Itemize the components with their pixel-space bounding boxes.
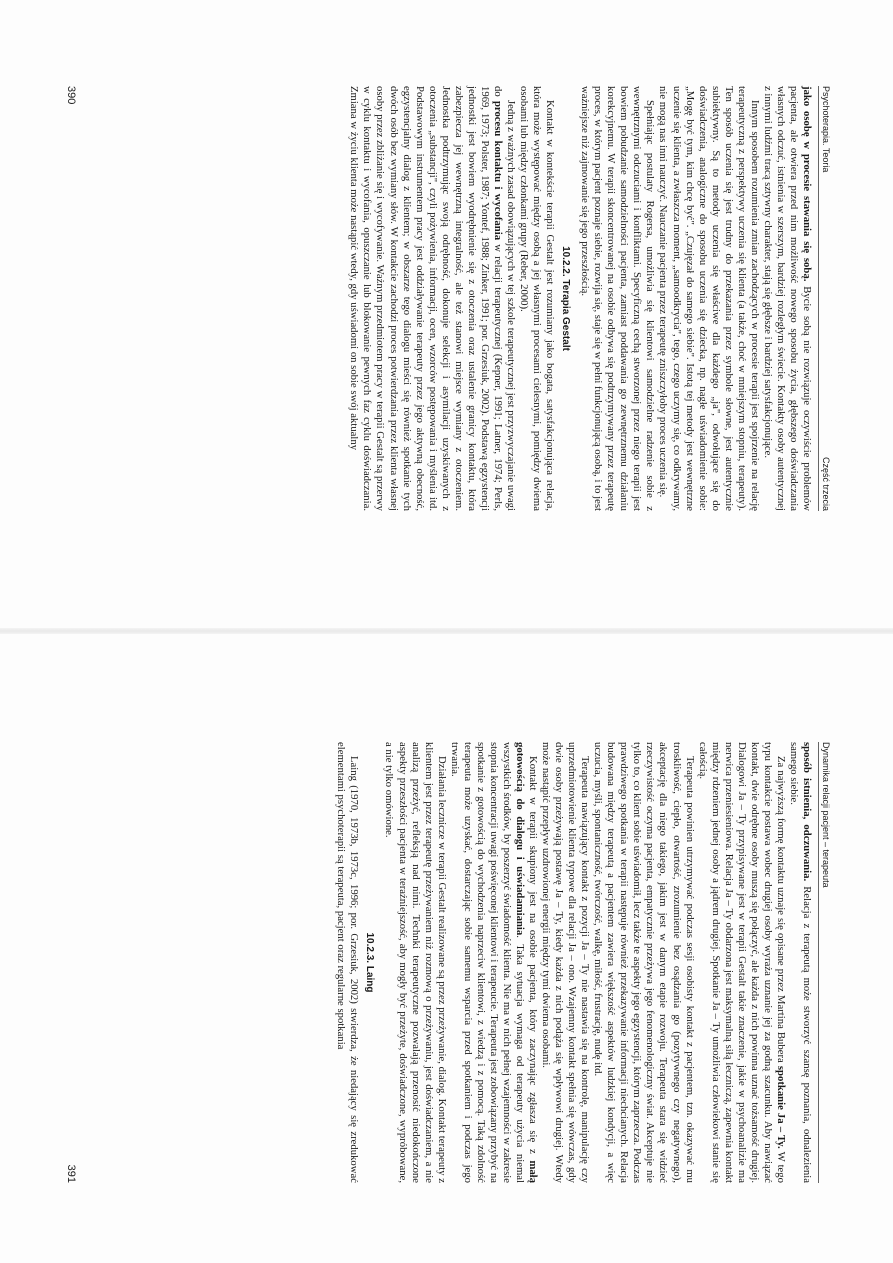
left-page [0,0,893,631]
paragraph [448,742,539,1183]
paragraph: Terapeuta nawiązujący kontakt z pozycji Ja – Ty nie nastawia się na kontrolę, manipulację czy uprzedmiotowienie klienta typowe dla relacji Ja – ono. Wzajemny kontakt spełnia się wówczas, gdy dwie osoby przeżywają postawę Ja – Ty, kiedy każda z nich podąża się wpływowi drugiej. Wtedy może nastąpić przepływ uzdrowionej energii między tymi dwiema osobami. [540,742,592,1183]
paragraph: Innym sposobem rozumienia zmian zachodzących w procesie terapii jest spojrzenie na relację terapeutyczną z perspektywy uczenia się klienta (a także, choć w mniejszym stopniu, terapeuty). Ten sposób uczenia się jest trudny do przekazania przez symbole słowne, jest autentycznie subiektywny. Są to metody uczenia się właściwe dla każdego „ja", odwołujące się do doświadczenia, analogiczne do sposobu uczenia się dziecka, np. nagłe uświadomienie sobie: „Mogę być tym, kim chcę być". „Czujęzał do samego siebie". Istotą tej metody jest wewnętrzne uczenie się klienta, a zwłaszcza moment, „samoodkrycia", tego, czego uczymy się, co odkrywamy, nie mogą nas inni nauczyć. Nauczanie pacjenta przez terapeutę zniszczyłoby proces uczenia się. [657,86,761,511]
paragraph-text: Bycie sobą nie rozwiązuje oczywiście problemów pacjenta, ale otwiera przed nim możliwość nowego sposobu życia, głębszego doświadczania własnych odczuć, istnienia w szerszym, bardziej rozległym świecie. Kontakty osoby autentycznej z innymi ludźmi tracą sztywny charakter, stają się głębsze i bardziej satysfakcjonujące. [761,86,813,512]
paragraph-text: Kontakt w terapii skupiony jest na osobie pacjenta, który zaczynając zgłasza się z [527,756,540,1161]
paragraph-text: W tego typu kontakcie postawa wobec drugiej osoby wyraża uznanie jej za godną szacunku. Aby nawiązać kontakt, dwie odrębne osoby muszą się połączyć, ale każda z nich powinna uznać tożsamość drugiej. Dialogowi Ja – Ty przypisywane jest w terapii Gestalt takie znaczenie, jakie w psychoanalizie ma nerwica przeniesieniowa. Relacja Ja – Ty obdarzona jest maksymalną siłą leczniczą, zapewnia kontakt między rdzeniem jednej osoby a jądrem drugiej. Spotkanie Ja – Ty umożliwia człowiekowi stanie się całością. [696,742,787,1183]
bold-phrase: małą gotowością do dialogu i uświadamiania [513,742,540,1183]
running-head-part: Część trzecia [821,456,831,511]
paragraph: Spełniając postulaty Rogersa, umożliwia się klientowi samodzielne radzenie sobie z wewnętrznymi odczuciami i konfliktami. Specyficzną cechą stworzonej przez niego terapii jest bowiem pobudzanie samodzielności pacjenta, zamiast poddawania go zewnętrznemu działaniu korekcyjnemu. W terapii skoncentrowanej na osobie odbywa się podtrzymywany przez terapeutę proces, w którym pacjent poznaje siebie, rozwija się, staje się w pełni funkcjonującą osobą, i to jest ważniejsze niż zajmowanie się jego przeszłością. [579,86,657,511]
paragraph [787,742,813,1183]
running-head [818,86,835,511]
paragraph: Terapeuta powinien utrzymywać podczas sesji osobisty kontakt z pacjentem, tzn. okazywać mu troskliwość, ciepło, otwartość, zrozumienie bez osądzania go (pozytywnego czy negatywnego), akceptację dla niego takiego, jakim jest w danym etapie rozwoju. Terapeuta stara się widzieć rzeczywistość oczyma pacjenta, empatycznie przeżywa jego fenomenologiczny świat. Akceptuje nie tylko to, co klient sobie uświadomił, lecz także te aspekty jego egzystencji, którym zaprzecza. Podczas prawdziwego spotkania w terapii następuje również przekazywanie informacji niechcianych. Relacja budowana między terapeutą a pacjentem zawiera większość aspektów ludzkiej kondycji, a więc uczucia, myśli, spontaniczność, twórczość, walkę, miłość, frustrację, nudę itd. [592,742,696,1183]
page-number: 391 [65,1164,77,1183]
text-column [347,86,813,511]
bold-phrase: procesu kontaktu i wycofania [491,100,504,241]
running-head-title: Dynamika relacji pacjent – terapeuta [821,742,831,888]
right-page [0,632,893,1263]
paragraph-text: . Taka sytuacja wymaga od terapeuty użycia niemal wszystkich środków, by poszerzyć świadomość klienta. Nie ma w nich pełnej wzajemności w zakresie stopnia koncentracji uwagi poświęconej klientowi i terapeucie. Terapeuta jest zobowiązany przybyć na spotkanie z gotowością do wychodzenia naprzeciw klientowi, z wiedzą i z pomocą. Taką zdolność terapeuta może uzyskać, dostarczając sobie samemu wsparcia przed spotkaniem i podczas jego trwania. [448,742,526,1183]
paragraph-text: Relacja z terapeutą może stworzyć szansę poznania, odnalezienia samego siebie. [787,742,813,1183]
paragraph-text: Jedną z ważnych zasad obowiązujących w tej szkole terapeutycznej jest przyzwyczajanie uwagi do [491,86,517,511]
paragraph-text: Za najwyższą formę kontaktu uznaje się opisane przez Martina Bubera [774,756,787,1066]
text-column [334,742,813,1183]
paragraph [696,742,787,1183]
paragraph [761,86,813,511]
page-number: 390 [65,86,77,105]
bold-phrase: jako osobę w procesie stawania się sobą. [801,86,813,282]
bold-phrase: sposób istnienia, odczuwania. [801,742,813,882]
running-head-title: Psychoterapia. Teoria [821,86,831,173]
section-heading-gestalt: 10.2.2. Terapia Gestalt [560,246,572,351]
paragraph: Laing (1970, 1973b, 1973c, 1996; por. Grzesiuk, 2002) stwierdza, że niedający się zredukować elementami psychoterapii są terapeuta, pacjent oraz regularne spotkania [335,742,361,1183]
paragraph: Kontakt w kontekście terapii Gestalt jest rozumiany jako bogata, satysfakcjonująca relacja, która może występować między osobą a jej własnymi procesami cielesnymi, pomiędzy dwiema osobami lub między członkami grupy (Reber, 2000). [518,86,557,511]
paragraph-text: w relacji terapeutycznej (Kepner, 1991; Latner, 1974; Perls, 1969, 1973; Polster, 1987; Yontef, 1988; Zinker, 1991; por. Grzesiuk, 2002). Podstawą egzystencji jednostki jest bowiem wyodrębnienie się z otoczenia oraz ustalenie granicy kontaktu, która zabezpiecza jej wewnętrzną integralność, ale też stanowi miejsce wymiany z otoczeniem. Jednostka podtrzymując swoją odrębność, dokonuje selekcji i asymilacji uzyskiwanych z otoczenia „substancji", czyli pożywienia, informacji, ocen, wzorców postępowania i myślenia itd. Podstawowym instrumentem pracy jest oddziaływanie terapeuty przez jego aktywną obecność, egzystencjalny dialog z klientem; w obszarze tego dialogu mieści się również spotkanie tych dwóch osób bez wymiany słów. W kontakcie zachodzi proces potwierdzania przez klienta własnej osoby przez zbliżanie się i wycofywanie. Ważnym przedmiotem pracy w terapii Gestalt są przerwy w cyklu kontaktu i wycofania, opuszczanie lub blokowanie pewnych faz cyklu doświadczania. Zmiana w życiu klienta może nastąpić wtedy, gdy uświadomi on sobie swój aktualny [348,86,504,512]
paragraph [347,86,517,511]
paragraph: Działania lecznicze w terapii Gestalt realizowane są przez przeżywanie, dialog. Kontakt terapeuty z klientem jest przez terapeutę przeżywaniem niż rozmową o przeżywaniu, jest doświadczaniem, a nie analizą przeżyć, refleksją nad nimi. Technki terapeutyczne pozwalają przenosić niedokończone aspekty przeszłości pacjenta w teraźniejszość, aby mogły być przeżyte, doświadczone, wypróbowane, a nie tylko omówione. [383,742,448,1183]
bold-phrase: spotkanie Ja – Ty. [774,1065,787,1149]
section-heading-laing: 10.2.3. Laing [364,932,376,993]
running-head [818,742,835,1183]
